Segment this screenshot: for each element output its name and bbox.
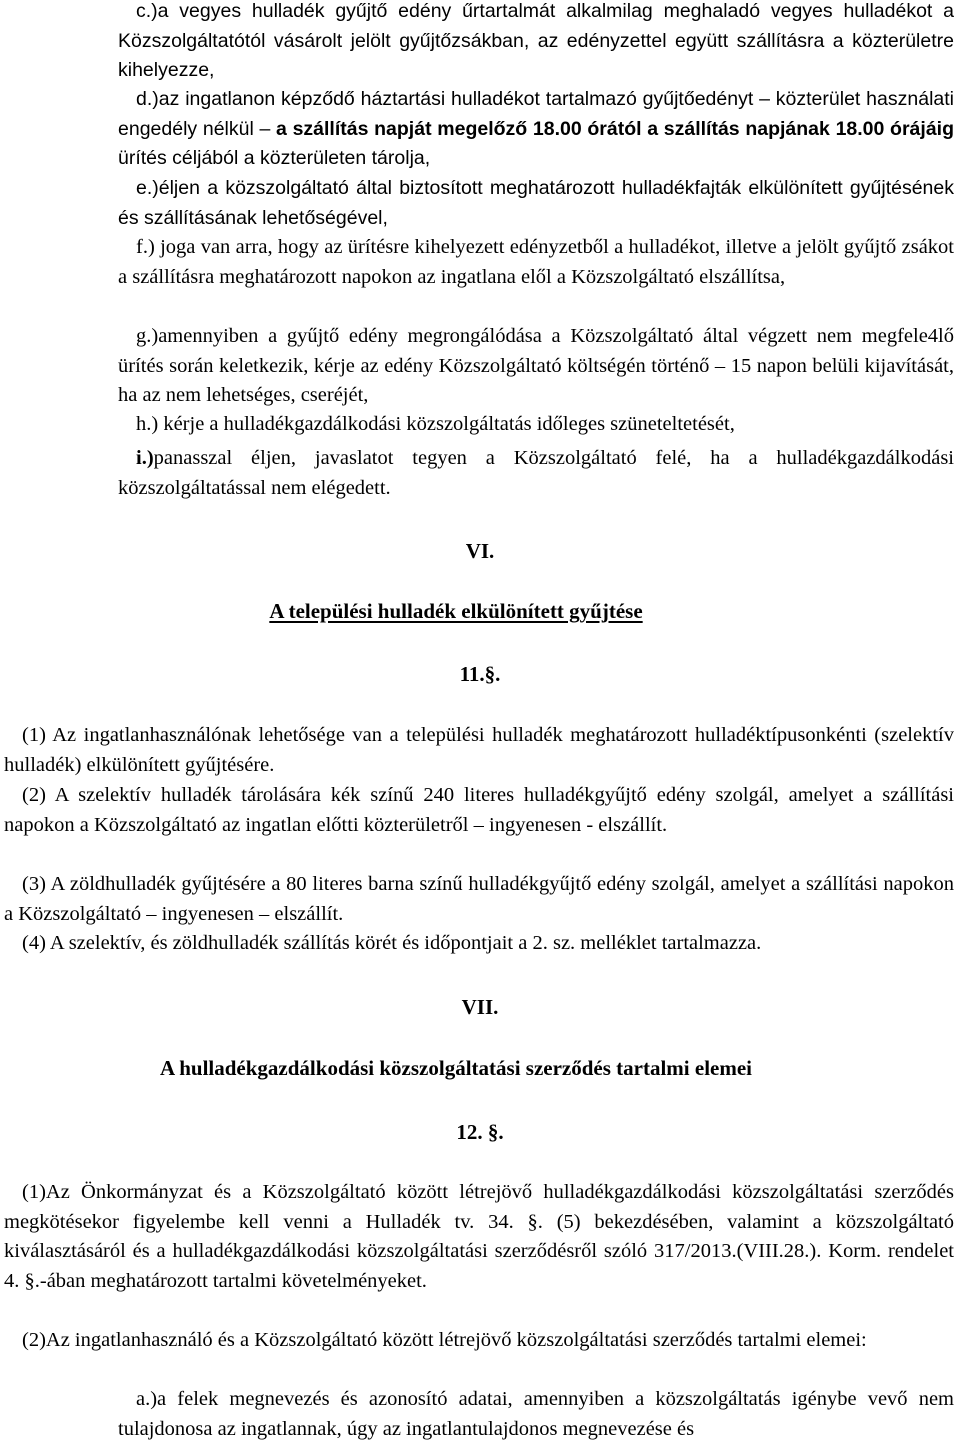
s6-paragraph-1-text: (1) Az ingatlanhasználónak lehetősége van a települési hulladék meghatározott hulladéktípusonkénti (szelektív hulladék) elkülönített gyűjtésére. xyxy=(4,724,954,776)
item-i-text: panasszal éljen, javaslatot tegyen a Közszolgáltató felé, ha a hulladékgazdálkodási közszolgáltatással nem elégedett. xyxy=(118,447,954,499)
s6-paragraph-4-text: (4) A szelektív, és zöldhulladék szállítás körét és időpontjait a 2. sz. melléklet tartalmazza. xyxy=(22,932,762,954)
item-i xyxy=(118,444,954,503)
section-6-title-text: A települési hulladék elkülönített gyűjtése xyxy=(269,599,643,623)
section-6-article-number: 11.§. xyxy=(459,662,501,686)
section-7-title: A hulladékgazdálkodási közszolgáltatási szerződés tartalmi elemei xyxy=(159,1056,753,1080)
item-d xyxy=(118,85,954,174)
item-c xyxy=(118,0,954,86)
item-h-text: h.) kérje a hulladékgazdálkodási közszolgáltatás időleges szüneteltetését, xyxy=(136,413,735,435)
item-d-text-start: d.)az ingatlanon képződő háztartási hulladékot tartalmazó gyűjtőedényt – közterület használati engedély nélkül – xyxy=(118,88,954,140)
item-d-text-bold: a szállítás napját megelőző 18.00 órától a szállítás napjának 18.00 órájáig xyxy=(276,117,954,140)
item-e-text: e.)éljen a közszolgáltató által biztosított meghatározott hulladékfajták elkülönített gyűjtésének és szállításának lehetőségével, xyxy=(118,177,954,229)
s6-paragraph-2 xyxy=(4,781,954,840)
item-f-text: f.) joga van arra, hogy az ürítésre kihelyezett edényzetből a hulladékot, illetve a jelölt gyűjtő zsákot a szállításra meghatározott napokon az ingatlana elől a Közszolgáltató elszállítsa, xyxy=(118,236,954,288)
section-7-numeral: VII. xyxy=(461,995,499,1019)
item-g xyxy=(118,322,954,411)
item-h xyxy=(118,410,954,440)
s6-paragraph-1 xyxy=(4,721,954,780)
section-7-article-number: 12. §. xyxy=(456,1120,504,1144)
s7-item-a-text: a.)a felek megnevezés és azonosító adatai, amennyiben a közszolgáltatás igénybe vevő nem tulajdonosa az ingatlannak, úgy az ingatlantulajdonos megnevezése és xyxy=(118,1388,954,1440)
s7-paragraph-2 xyxy=(4,1326,954,1356)
s6-paragraph-2-text: (2) A szelektív hulladék tárolására kék színű 240 literes hulladékgyűjtő edény szolgál, amelyet a szállítási napokon a Közszolgáltató az ingatlan előtti közterületről – ingyenesen - elszállít. xyxy=(4,784,954,836)
item-d-text-end: ürítés céljából a közterületen tárolja, xyxy=(118,147,431,169)
section-6-title xyxy=(0,597,936,625)
s6-paragraph-3-text: (3) A zöldhulladék gyűjtésére a 80 literes barna színű hulladékgyűjtő edény szolgál, amelyet a szállítási napokon a Közszolgáltató – ingyenesen – elszállít. xyxy=(4,873,954,925)
s7-item-a xyxy=(118,1385,954,1444)
s6-paragraph-3 xyxy=(4,870,954,929)
item-c-text: c.)a vegyes hulladék gyűjtő edény űrtartalmát alkalmilag meghaladó vegyes hulladékot a Közszolgáltatótól vásárolt jelölt gyűjtőzsákban, az edényzettel együtt szállításra a közterületre kihelyezze, xyxy=(118,0,954,81)
item-e xyxy=(118,174,954,233)
item-i-label: i.) xyxy=(136,447,154,469)
s7-paragraph-2-text: (2)Az ingatlanhasználó és a Közszolgáltató között létrejövő közszolgáltatási szerződés tartalmi elemei: xyxy=(22,1329,867,1351)
item-g-text: g.)amennyiben a gyűjtő edény megrongálódása a Közszolgáltató által végzett nem megfele4lő ürítés során keletkezik, kérje az edény Közszolgáltató költségén történő – 15 napon belüli kijavítását, ha az nem lehetséges, cseréjét, xyxy=(118,325,954,406)
s6-paragraph-4 xyxy=(4,929,954,959)
s7-paragraph-1-text: (1)Az Önkormányzat és a Közszolgáltató között létrejövő hulladékgazdálkodási közszolgáltatási szerződés megkötésekor figyelembe kell venni a Hulladék tv. 34. §. (5) bekezdésében, valamint a közszolgáltató kiválasztásáról és a hulladékgazdálkodási közszolgáltatási szerződésről szóló 317/2013.(VIII.28.). Korm. rendelet 4. §.-ában meghatározott tartalmi követelményeket. xyxy=(4,1181,954,1292)
item-f xyxy=(118,233,954,292)
section-6-numeral: VI. xyxy=(465,539,495,563)
s7-paragraph-1 xyxy=(4,1178,954,1296)
